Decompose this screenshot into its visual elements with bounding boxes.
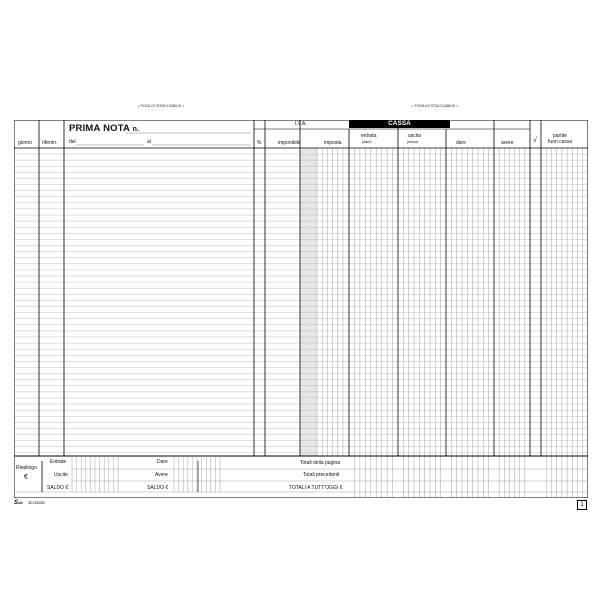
totali-precedenti-label: Totali precedenti [303, 472, 340, 478]
col-partite: partite [553, 133, 567, 139]
check-icon: √ [533, 137, 537, 144]
cassa-header: CASSA [349, 120, 450, 128]
euro-icon: € [24, 474, 28, 481]
uscite-label: Uscite [54, 472, 68, 478]
page-number: 1 [577, 500, 587, 510]
page-title: PRIMA NOTA n. [69, 123, 140, 134]
riepilogo-label: Riepilogo [16, 465, 37, 471]
brand-logo: Sulz [14, 500, 23, 506]
ledger-grid [14, 120, 588, 498]
dal-label: dal [69, 139, 76, 145]
saldo-label: SALDO € [47, 485, 69, 491]
col-entrata: entrata [361, 133, 377, 139]
col-uscita: uscita [408, 133, 422, 139]
totali-pagina-label: Totali della pagina [300, 460, 341, 466]
al-label: al [147, 139, 151, 145]
product-code: SE250080 [28, 501, 45, 505]
col-avere: avere [501, 140, 514, 146]
avere-label: Avere [155, 472, 168, 478]
col-uscita-sub: (avere) [407, 140, 419, 144]
col-giorno: giorno [18, 140, 32, 146]
col-riferim: riferim. [42, 140, 58, 146]
col-percent: % [257, 140, 262, 146]
col-imposta: imposta [324, 140, 342, 146]
col-dare: dare [456, 140, 467, 146]
dare-label: Dare [157, 459, 168, 465]
prima-nota-sheet [14, 120, 588, 498]
foglio-staccabile-right: • FOGLIO STACCABILE • [412, 103, 458, 108]
foglio-staccabile-left: • FOGLIO STACCABILE • [138, 103, 184, 108]
iva-header: I.V.A. [295, 121, 307, 127]
imposta-shade [300, 148, 317, 456]
col-imponibile: imponibile [278, 140, 301, 146]
entrate-label: Entrate [50, 459, 67, 465]
saldo2-label: SALDO € [147, 485, 169, 491]
col-entrata-sub: (dare) [362, 140, 372, 144]
totali-oggi-label: TOTALI A TUTT'OGGI € [289, 485, 343, 491]
col-fuori-cassa: fuori cassa [548, 139, 573, 145]
digit-columns [317, 148, 583, 498]
